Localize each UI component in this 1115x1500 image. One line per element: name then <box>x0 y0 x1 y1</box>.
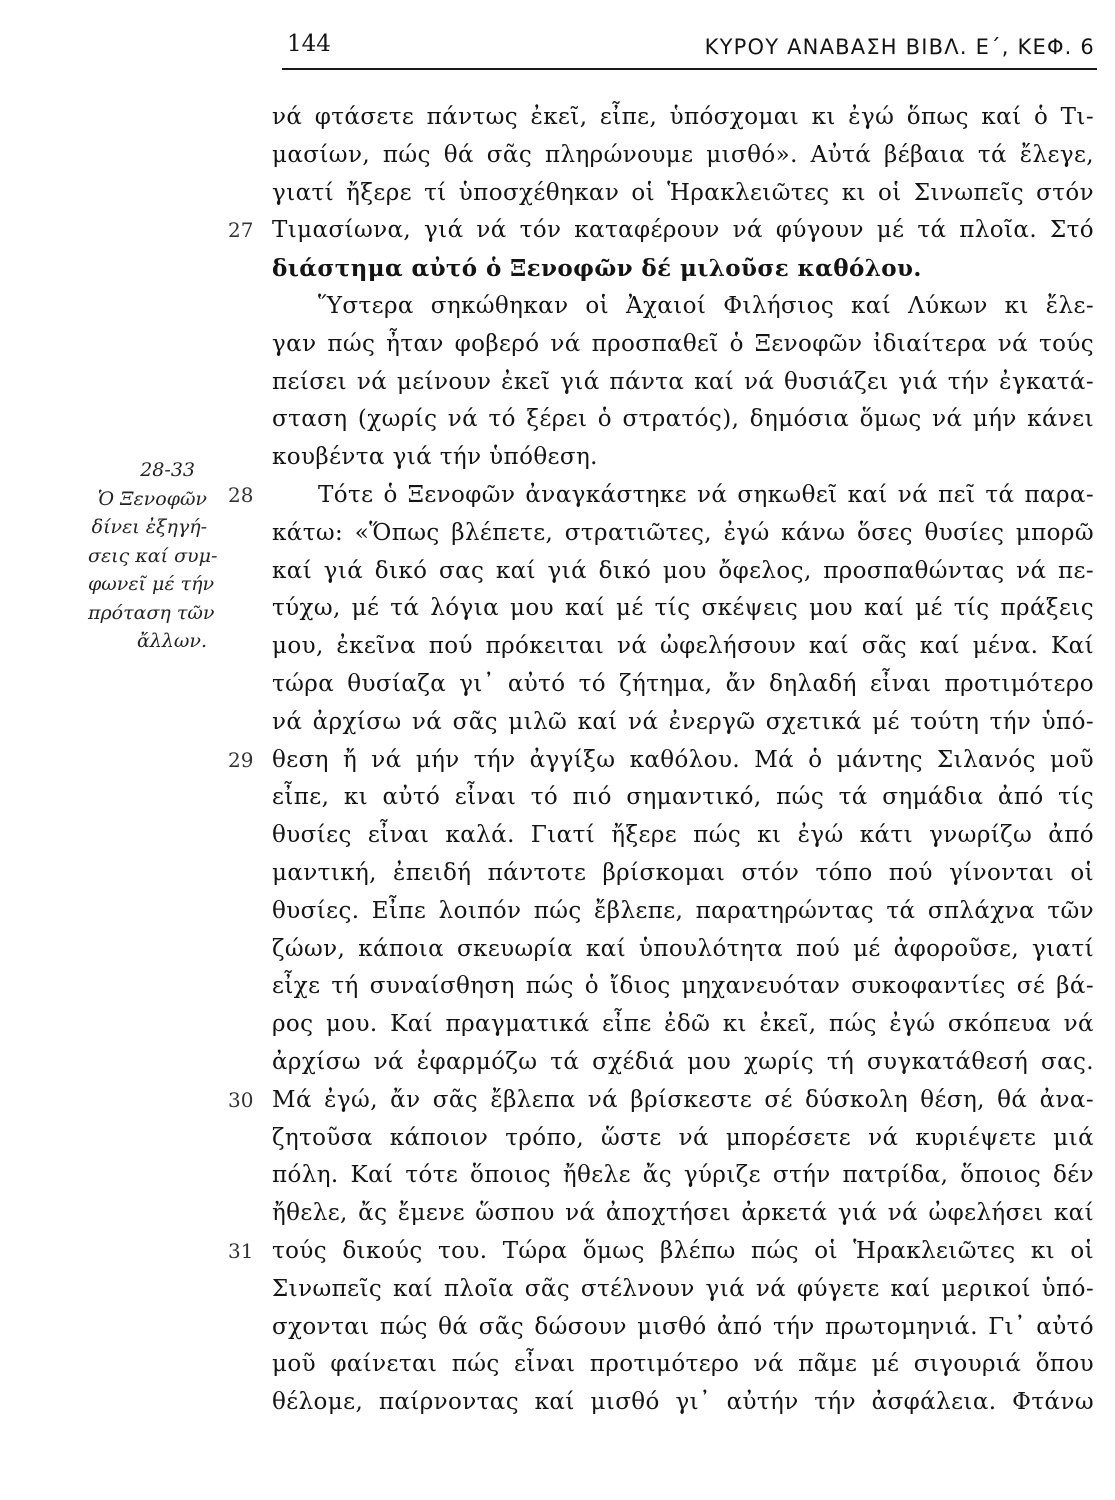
text-line-25: ρος μου. Καί πραγματικά εἶπε ἐδῶ κι ἐκεῖ, πώς ἐγώ σκόπευα νά <box>272 1011 1094 1038</box>
margin-note-range: 28-33 <box>140 459 195 481</box>
page-number: 144 <box>287 31 331 57</box>
text-line-18: θεση ἤ νά μήν τήν ἀγγίξω καθόλου. Μά ὁ μάντης Σιλανός μοῦ <box>272 746 1094 773</box>
text-line-8: πείσει νά μείνουν ἐκεῖ γιά πάντα καί νά θυσιάζει γιά τήν ἐγκατά- <box>272 368 1094 395</box>
text-line-3: γιατί ἤξερε τί ὑποσχέθηκαν οἱ Ἡρακλειῶτες κι οἱ Σινωπεῖς στόν <box>272 179 1094 206</box>
text-line-33: σχονται πώς θά σᾶς δώσουν μισθό ἀπό τήν πρωτομηνιά. Γι᾽ αὐτό <box>272 1313 1094 1340</box>
text-line-13: καί γιά δικό σας καί γιά δικό μου ὄφελος, προσπαθώντας νά πε- <box>272 557 1094 584</box>
text-line-17: νά ἀρχίσω νά σᾶς μιλῶ καί νά ἐνεργῶ σχετικά μέ τούτη τήν ὑπό- <box>272 708 1094 735</box>
running-title: ΚΥΡΟΥ ΑΝΑΒΑΣΗ ΒΙΒΛ. Ε΄, ΚΕΦ. 6 <box>704 35 1095 59</box>
text-line-27: Μά ἐγώ, ἄν σᾶς ἔβλεπα νά βρίσκεστε σέ δύσκολη θέση, θά ἀνα- <box>272 1086 1094 1113</box>
text-line-11: Τότε ὁ Ξενοφῶν ἀναγκάστηκε νά σηκωθεῖ καί νά πεῖ τά παρα- <box>318 481 1094 508</box>
text-line-28: ζητοῦσα κάποιον τρόπο, ὥστε νά μπορέσετε νά κυριέψετε μιά <box>272 1124 1094 1151</box>
text-line-34: μοῦ φαίνεται πώς εἶναι προτιμότερο νά πᾶμε μέ σιγουριά ὅπου <box>272 1351 1094 1378</box>
margin-summary-note <box>88 456 218 656</box>
text-line-10: κουβέντα γιά τήν ὑπόθεση. <box>272 444 598 471</box>
text-line-35: θέλομε, παίρνοντας καί μισθό γι᾽ αὐτήν τήν ἀσφάλεια. Φτάνω <box>272 1389 1094 1416</box>
text-line-4: Τιμασίωνα, γιά νά τόν καταφέρουν νά φύγουν μέ τά πλοῖα. Στό <box>272 217 1094 244</box>
text-line-20: θυσίες εἶναι καλά. Γιατί ἤξερε πώς κι ἐγώ κάτι γνωρίζω ἀπό <box>272 822 1094 849</box>
margin-note-line-1: Ὁ Ξενοφῶν <box>97 487 207 510</box>
text-line-22: θυσίες. Εἶπε λοιπόν πώς ἔβλεπε, παρατηρώντας τά σπλάχνα τῶν <box>272 897 1094 924</box>
header-rule <box>282 68 1097 70</box>
text-line-14: τύχω, μέ τά λόγια μου καί μέ τίς σκέψεις μου καί μέ τίς πράξεις <box>272 595 1094 622</box>
margin-note-line-3: σεις καί συμ- <box>88 544 218 567</box>
margin-note-line-2: δίνει ἐξηγή- <box>91 516 207 538</box>
text-line-12: κάτω: «Ὅπως βλέπετε, στρατιῶτες, ἐγώ κάνω ὅσες θυσίες μπορῶ <box>272 519 1094 546</box>
text-line-23: ζώων, κάποια σκευωρία καί ὑπουλότητα πού μέ ἀφοροῦσε, γιατί <box>272 935 1094 962</box>
section-number-29: 29 <box>228 747 254 772</box>
margin-note-line-5: πρόταση τῶν <box>88 601 215 624</box>
section-number-30: 30 <box>228 1087 254 1112</box>
text-line-7: γαν πώς ἦταν φοβερό νά προσπαθεῖ ὁ Ξενοφῶν ἰδιαίτερα νά τούς <box>272 330 1094 357</box>
margin-note-line-6: ἄλλων. <box>137 630 207 652</box>
text-line-32: Σινωπεῖς καί πλοῖα σᾶς στέλνουν γιά νά φύγετε καί μερικοί ὑπό- <box>272 1275 1094 1302</box>
text-line-31: τούς δικούς του. Τώρα ὅμως βλέπω πώς οἱ Ἡρακλειῶτες κι οἱ <box>272 1237 1094 1264</box>
section-number-27: 27 <box>228 218 254 243</box>
text-line-15: μου, ἐκεῖνα πού πρόκειται νά ὠφελήσουν καί σᾶς καί μένα. Καί <box>272 633 1094 660</box>
text-line-5: διάστημα αὐτό ὁ Ξενοφῶν δέ μιλοῦσε καθόλου. <box>272 255 922 283</box>
text-line-2: μασίων, πώς θά σᾶς πληρώνουμε μισθό». Αὐτά βέβαια τά ἔλεγε, <box>272 141 1094 168</box>
section-number-28: 28 <box>228 483 254 507</box>
text-line-9: σταση (χωρίς νά τό ξέρει ὁ στρατός), δημόσια ὅμως νά μήν κάνει <box>272 406 1094 433</box>
margin-note-line-4: φωνεῖ μέ τήν <box>88 573 215 595</box>
text-line-29: πόλη. Καί τότε ὅποιος ἤθελε ἄς γύριζε στήν πατρίδα, ὅποιος δέν <box>272 1162 1094 1189</box>
section-number-31: 31 <box>228 1239 254 1263</box>
body-text <box>272 99 1095 1422</box>
text-line-6: Ὕστερα σηκώθηκαν οἱ Ἀχαιοί Φιλήσιος καί Λύκων κι ἔλε- <box>318 292 1094 319</box>
text-line-1: νά φτάσετε πάντως ἐκεῖ, εἶπε, ὑπόσχομαι κι ἐγώ ὅπως καί ὁ Τι- <box>272 104 1094 130</box>
text-line-19: εἶπε, κι αὐτό εἶναι τό πιό σημαντικό, πώς τά σημάδια ἀπό τίς <box>272 784 1094 811</box>
text-line-24: εἶχε τή συναίσθηση πώς ὁ ἴδιος μηχανευόταν συκοφαντίες σέ βά- <box>272 973 1094 1000</box>
text-line-16: τώρα θυσίαζα γι᾽ αὐτό τό ζήτημα, ἄν δηλαδή εἶναι προτιμότερο <box>272 670 1094 697</box>
text-line-30: ἤθελε, ἄς ἔμενε ὥσπου νά ἀποχτήσει ἀρκετά γιά νά ὠφελήσει καί <box>272 1200 1094 1227</box>
text-line-21: μαντική, ἐπειδή πάντοτε βρίσκομαι στόν τόπο πού γίνονται οἱ <box>272 859 1094 886</box>
text-line-26: ἀρχίσω νά ἐφαρμόζω τά σχέδιά μου χωρίς τή συγκατάθεσή σας. <box>272 1048 1094 1075</box>
